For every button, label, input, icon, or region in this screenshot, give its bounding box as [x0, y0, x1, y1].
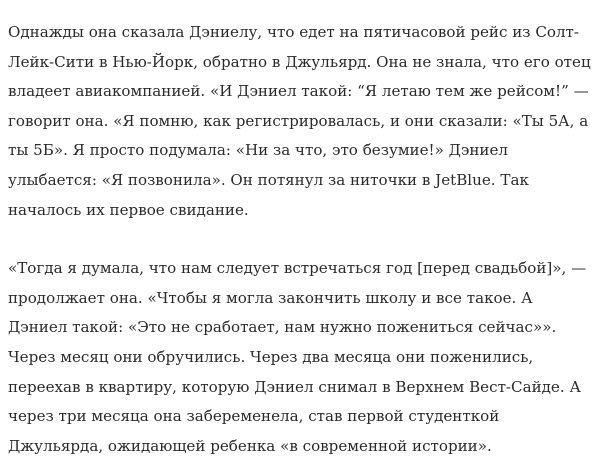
article-paragraph-2: «Тогда я думала, что нам следует встречаться год [перед свадьбой]», — продолжает она. «Чтобы я могла закончить школу и все такое. А Дэниел такой: «Это не сработает, нам нужно пожениться сейчас»». Через месяц они обручились. Через два месяца они поженились, переехав в квартиру, которую Дэниел снимал в Верхнем Вест-Сайде. А через три месяца она забеременела, став первой студенткой Джульярда, ожидающей ребенка «в современной истории». — [8, 259, 587, 455]
article-body — [8, 18, 592, 461]
article-paragraph-1: Однажды она сказала Дэниелу, что едет на пятичасовой рейс из Солт-Лейк-Сити в Нью-Йорк, обратно в Джульярд. Она не знала, что его отец владеет авиакомпанией. «И Дэниел такой: “Я летаю тем же рейсом!” — говорит она. «Я помню, как регистрировалась, и они сказали: «Ты 5А, а ты 5Б». Я просто подумала: «Ни за что, это безумие!» Дэниел улыбается: «Я позвонила». Он потянул за ниточки в JetBlue. Так началось их первое свидание. — [8, 23, 591, 219]
